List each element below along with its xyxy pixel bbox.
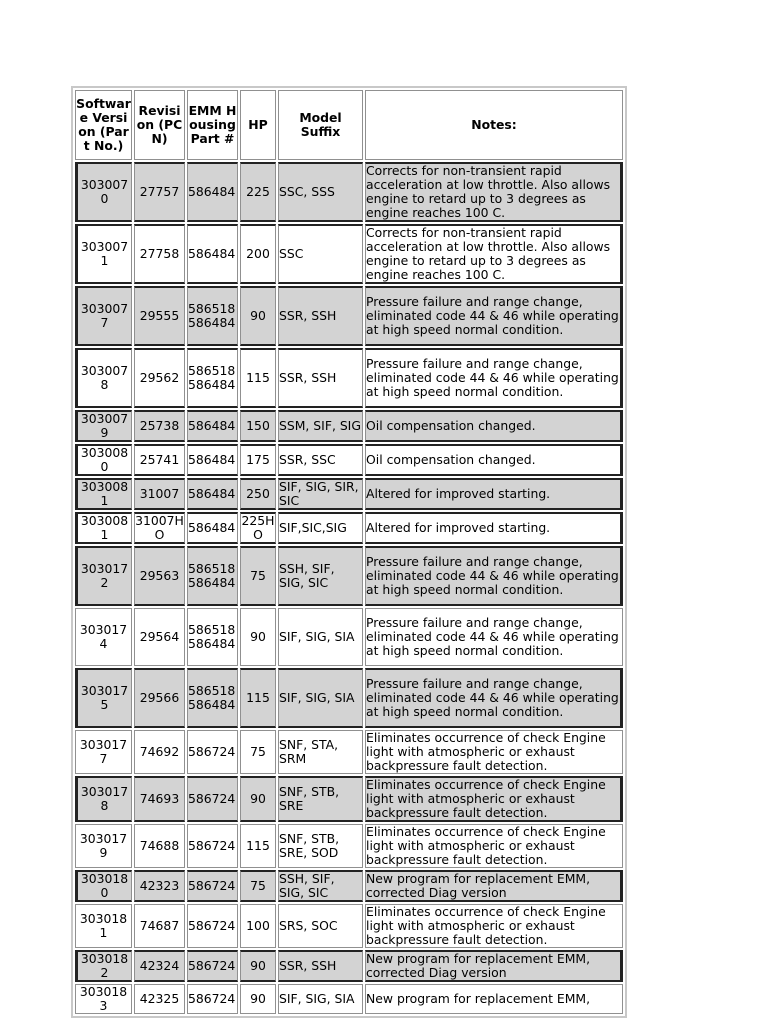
table-row — [75, 824, 623, 868]
cell-hp: 115 — [240, 668, 276, 728]
cell-revision: 25741 — [134, 444, 185, 476]
cell-revision: 74692 — [134, 730, 185, 774]
cell-notes: Eliminates occurrence of check Engine light with atmospheric or exhaust backpressure fault detection. — [365, 904, 623, 948]
cell-software-version: 3030070 — [75, 162, 132, 222]
cell-software-version: 3030077 — [75, 286, 132, 346]
cell-model-suffix: SSR, SSH — [278, 950, 363, 982]
cell-model-suffix: SIF, SIG, SIA — [278, 608, 363, 666]
cell-model-suffix: SSH, SIF, SIG, SIC — [278, 870, 363, 902]
cell-model-suffix: SSC — [278, 224, 363, 284]
cell-notes: Corrects for non-transient rapid acceleration at low throttle. Also allows engine to retard up to 3 degrees as engine reaches 100 C. — [365, 224, 623, 284]
cell-hp: 90 — [240, 950, 276, 982]
cell-notes: Oil compensation changed. — [365, 444, 623, 476]
table-row — [75, 984, 623, 1014]
cell-software-version: 3030179 — [75, 824, 132, 868]
cell-model-suffix: SIF,SIC,SIG — [278, 512, 363, 544]
cell-emm-housing: 586724 — [187, 824, 238, 868]
cell-software-version: 3030183 — [75, 984, 132, 1014]
cell-model-suffix: SSR, SSH — [278, 286, 363, 346]
cell-software-version: 3030180 — [75, 870, 132, 902]
cell-model-suffix: SSM, SIF, SIG — [278, 410, 363, 442]
cell-emm-housing: 586724 — [187, 904, 238, 948]
cell-revision: 74693 — [134, 776, 185, 822]
cell-software-version: 3030181 — [75, 904, 132, 948]
table-row — [75, 444, 623, 476]
cell-model-suffix: SNF, STB, SRE — [278, 776, 363, 822]
cell-hp: 200 — [240, 224, 276, 284]
table-row — [75, 286, 623, 346]
header-software-version: Software Version (Part No.) — [75, 90, 132, 160]
header-revision: Revision (PCN) — [134, 90, 185, 160]
table-row — [75, 410, 623, 442]
cell-revision: 27758 — [134, 224, 185, 284]
cell-hp: 75 — [240, 730, 276, 774]
cell-model-suffix: SSH, SIF, SIG, SIC — [278, 546, 363, 606]
cell-software-version: 3030079 — [75, 410, 132, 442]
cell-hp: 75 — [240, 870, 276, 902]
cell-notes: Altered for improved starting. — [365, 512, 623, 544]
cell-notes: Pressure failure and range change, eliminated code 44 & 46 while operating at high speed normal condition. — [365, 348, 623, 408]
table-row — [75, 162, 623, 222]
table-row — [75, 730, 623, 774]
cell-emm-housing: 586484 — [187, 512, 238, 544]
cell-revision: 74687 — [134, 904, 185, 948]
cell-notes: New program for replacement EMM, corrected Diag version — [365, 870, 623, 902]
table-row — [75, 512, 623, 544]
cell-notes: Eliminates occurrence of check Engine light with atmospheric or exhaust backpressure fault detection. — [365, 824, 623, 868]
table-row — [75, 776, 623, 822]
cell-emm-housing: 586518 586484 — [187, 286, 238, 346]
cell-hp: 90 — [240, 984, 276, 1014]
cell-notes: Pressure failure and range change, eliminated code 44 & 46 while operating at high speed normal condition. — [365, 608, 623, 666]
table-row — [75, 608, 623, 666]
table-row — [75, 224, 623, 284]
cell-emm-housing: 586724 — [187, 730, 238, 774]
cell-software-version: 3030081 — [75, 512, 132, 544]
cell-hp: 250 — [240, 478, 276, 510]
software-version-table — [71, 86, 627, 1018]
cell-software-version: 3030177 — [75, 730, 132, 774]
cell-revision: 25738 — [134, 410, 185, 442]
cell-revision: 42325 — [134, 984, 185, 1014]
cell-hp: 90 — [240, 608, 276, 666]
cell-emm-housing: 586518 586484 — [187, 668, 238, 728]
cell-notes: Pressure failure and range change, eliminated code 44 & 46 while operating at high speed normal condition. — [365, 286, 623, 346]
header-model-suffix: Model Suffix — [278, 90, 363, 160]
cell-emm-housing: 586724 — [187, 950, 238, 982]
cell-hp: 225HO — [241, 513, 275, 542]
cell-notes: New program for replacement EMM, — [365, 984, 623, 1014]
cell-software-version: 3030081 — [75, 478, 132, 510]
cell-revision: 29564 — [134, 608, 185, 666]
cell-model-suffix: SIF, SIG, SIR, SIC — [278, 478, 363, 510]
cell-model-suffix: SNF, STA, SRM — [278, 730, 363, 774]
cell-model-suffix: SSR, SSC — [278, 444, 363, 476]
cell-emm-housing: 586484 — [187, 224, 238, 284]
table-row — [75, 870, 623, 902]
table-row — [75, 348, 623, 408]
cell-emm-housing: 586484 — [187, 444, 238, 476]
cell-emm-housing: 586518 586484 — [187, 348, 238, 408]
cell-notes: New program for replacement EMM, corrected Diag version — [365, 950, 623, 982]
cell-software-version: 3030080 — [75, 444, 132, 476]
cell-revision: 27757 — [134, 162, 185, 222]
header-emm-housing: EMM Housing Part # — [187, 90, 238, 160]
cell-hp: 150 — [240, 410, 276, 442]
cell-model-suffix: SRS, SOC — [278, 904, 363, 948]
cell-software-version: 3030071 — [75, 224, 132, 284]
table-row — [75, 546, 623, 606]
cell-software-version: 3030182 — [75, 950, 132, 982]
cell-emm-housing: 586724 — [187, 870, 238, 902]
table-row — [75, 904, 623, 948]
cell-hp: 225 — [240, 162, 276, 222]
cell-emm-housing: 586484 — [187, 162, 238, 222]
cell-notes: Altered for improved starting. — [365, 478, 623, 510]
cell-software-version: 3030172 — [75, 546, 132, 606]
cell-emm-housing: 586724 — [187, 984, 238, 1014]
cell-revision: 42324 — [134, 950, 185, 982]
cell-model-suffix: SSC, SSS — [278, 162, 363, 222]
cell-model-suffix: SIF, SIG, SIA — [278, 668, 363, 728]
cell-hp: 75 — [240, 546, 276, 606]
cell-software-version: 3030175 — [75, 668, 132, 728]
cell-model-suffix: SIF, SIG, SIA — [278, 984, 363, 1014]
table-body — [75, 162, 623, 1014]
table-row — [75, 950, 623, 982]
cell-software-version: 3030078 — [75, 348, 132, 408]
cell-software-version: 3030174 — [75, 608, 132, 666]
cell-notes: Eliminates occurrence of check Engine light with atmospheric or exhaust backpressure fault detection. — [365, 776, 623, 822]
cell-revision: 29555 — [134, 286, 185, 346]
cell-revision: 42323 — [134, 870, 185, 902]
header-notes: Notes: — [365, 90, 623, 160]
table-row — [75, 668, 623, 728]
cell-emm-housing: 586484 — [187, 478, 238, 510]
cell-hp: 115 — [240, 348, 276, 408]
table-header-row — [75, 90, 623, 160]
cell-hp: 115 — [240, 824, 276, 868]
cell-hp: 90 — [240, 776, 276, 822]
cell-revision: 74688 — [134, 824, 185, 868]
cell-emm-housing: 586518 586484 — [187, 608, 238, 666]
cell-revision: 29562 — [134, 348, 185, 408]
cell-hp: 90 — [240, 286, 276, 346]
table-row — [75, 478, 623, 510]
cell-revision: 29566 — [134, 668, 185, 728]
cell-emm-housing: 586484 — [187, 410, 238, 442]
cell-software-version: 3030178 — [75, 776, 132, 822]
cell-hp: 175 — [240, 444, 276, 476]
cell-notes: Oil compensation changed. — [365, 410, 623, 442]
cell-notes: Corrects for non-transient rapid acceleration at low throttle. Also allows engine to retard up to 3 degrees as engine reaches 100 C. — [365, 162, 623, 222]
cell-emm-housing: 586724 — [187, 776, 238, 822]
cell-hp: 100 — [240, 904, 276, 948]
cell-emm-housing: 586518 586484 — [187, 546, 238, 606]
cell-notes: Eliminates occurrence of check Engine light with atmospheric or exhaust backpressure fault detection. — [365, 730, 623, 774]
header-hp: HP — [240, 90, 276, 160]
cell-revision: 31007HO — [135, 513, 184, 542]
cell-notes: Pressure failure and range change, eliminated code 44 & 46 while operating at high speed normal condition. — [365, 546, 623, 606]
cell-model-suffix: SSR, SSH — [278, 348, 363, 408]
cell-revision: 31007 — [134, 478, 185, 510]
cell-notes: Pressure failure and range change, eliminated code 44 & 46 while operating at high speed normal condition. — [365, 668, 623, 728]
cell-revision: 29563 — [134, 546, 185, 606]
cell-model-suffix: SNF, STB, SRE, SOD — [278, 824, 363, 868]
